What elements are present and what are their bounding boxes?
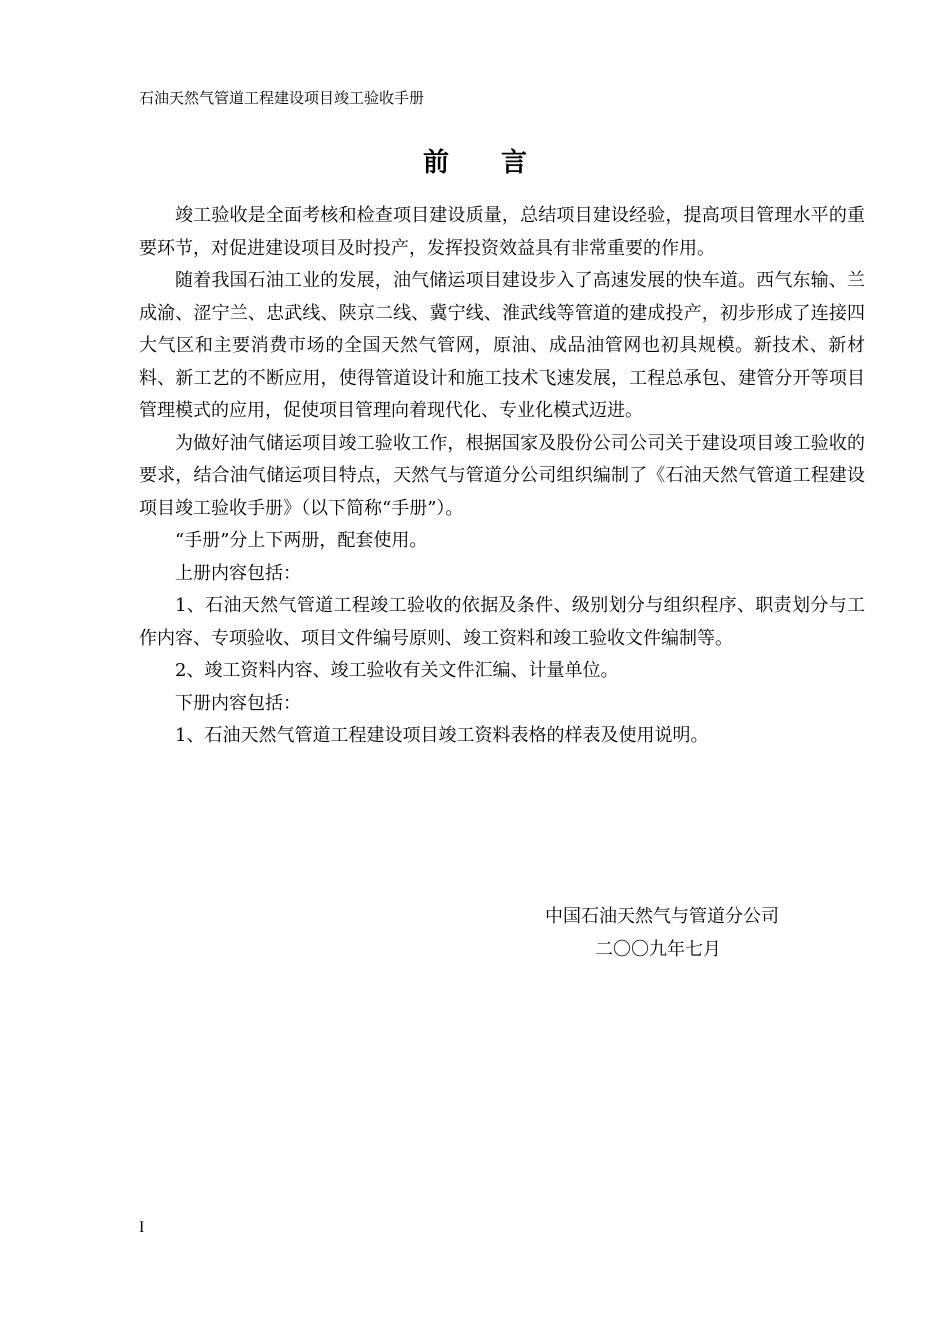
paragraph-volume2-item1: 1、石油天然气管道工程建设项目竣工资料表格的样表及使用说明。 [175,725,709,746]
page-title: 前言 [422,148,579,178]
paragraph-volume1-item2: 2、竣工资料内容、竣工验收有关文件汇编、计量单位。 [175,660,619,681]
paragraph-intro: 竣工验收是全面考核和检查项目建设质量，总结项目建设经验，提高项目管理水平的重要环节，对促进建设项目及时投产，发挥投资效益具有非常重要的作用。 [139,205,865,259]
signature-date: 二〇〇九年七月 [595,938,721,960]
paragraph-volume1-item1: 1、石油天然气管道工程竣工验收的依据及条件、级别划分与组织程序、职责划分与工作内容、专项验收、项目文件编号原则、竣工资料和竣工验收文件编制等。 [139,595,865,649]
signature-organization: 中国石油天然气与管道分公司 [545,906,779,927]
paragraph-development: 随着我国石油工业的发展，油气储运项目建设步入了高速发展的快车道。西气东输、兰成渝、涩宁兰、忠武线、陕京二线、冀宁线、淮武线等管道的建成投产，初步形成了连接四大气区和主要消费市场的全国天然气管网，原油、成品油管网也初具规模。新技术、新材料、新工艺的不断应用，使得管道设计和施工技术飞速发展，工程总承包、建管分开等项目管理模式的应用，促使项目管理向着现代化、专业化模式迈进。 [139,270,865,421]
paragraph-purpose: 为做好油气储运项目竣工验收工作，根据国家及股份公司公司关于建设项目竣工验收的要求，结合油气储运项目特点，天然气与管道分公司组织编制了《石油天然气管道工程建设项目竣工验收手册》（以下简称“手册”）。 [139,432,865,519]
paragraph-volumes: “手册”分上下两册，配套使用。 [175,530,428,551]
running-header: 石油天然气管道工程建设项目竣工验收手册 [139,89,425,107]
paragraph-volume2-heading: 下册内容包括： [175,692,301,714]
paragraph-volume1-heading: 上册内容包括： [175,562,301,584]
page-number: I [139,1219,145,1236]
preface-body [139,200,865,753]
